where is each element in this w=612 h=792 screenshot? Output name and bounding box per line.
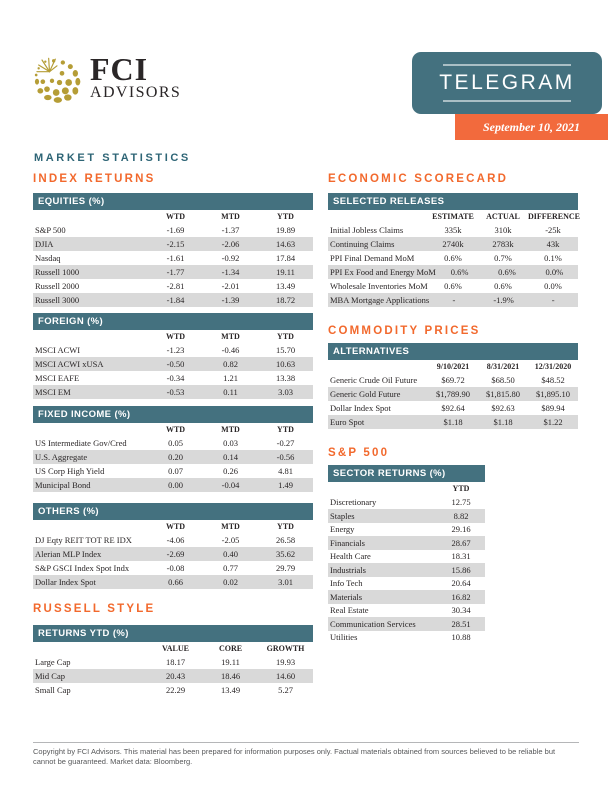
- table-row: [33, 251, 313, 265]
- cell-value: $1,789.90: [436, 389, 470, 399]
- column-header: DIFFERENCE: [528, 212, 581, 221]
- cell-value: 4.81: [278, 466, 293, 476]
- cell-value: 19.89: [275, 225, 296, 235]
- table-title: ALTERNATIVES: [333, 346, 410, 357]
- cell-value: 0.40: [223, 549, 238, 559]
- table-row: [33, 547, 313, 561]
- column-header-row: [33, 423, 313, 436]
- alternatives-table: [328, 343, 578, 429]
- column-header: MTD: [221, 522, 240, 531]
- cell-value: $1.18: [493, 417, 513, 427]
- cell-value: 0.03: [223, 438, 238, 448]
- row-label: Info Tech: [330, 578, 363, 589]
- cell-value: -25k: [545, 225, 561, 235]
- column-header: VALUE: [162, 644, 189, 653]
- table-row: [328, 387, 578, 401]
- fci-logo-icon: [32, 55, 82, 105]
- cell-value: 0.00: [168, 480, 183, 490]
- cell-value: 18.46: [220, 671, 241, 681]
- row-label: Large Cap: [35, 657, 71, 667]
- newsletter-title: TELEGRAM: [439, 71, 575, 94]
- russell-returns-table: [33, 625, 313, 697]
- column-header: 12/31/2020: [534, 362, 572, 371]
- table-row: [328, 631, 485, 645]
- cell-value: 0.66: [168, 577, 183, 587]
- table-title: OTHERS (%): [38, 506, 99, 517]
- table-row: [328, 617, 485, 631]
- table-row: [328, 496, 485, 510]
- table-row: [33, 450, 313, 464]
- fci-advisors-logo: [32, 51, 182, 105]
- cell-value: 13.49: [220, 685, 241, 695]
- table-row: [33, 478, 313, 492]
- column-header-row: [328, 482, 485, 496]
- table-row: [328, 279, 578, 293]
- row-label: PPI Final Demand MoM: [330, 253, 415, 263]
- cell-value: 29.79: [275, 563, 296, 573]
- cell-value: 0.77: [223, 563, 238, 573]
- row-label: MSCI ACWI xUSA: [35, 359, 104, 369]
- column-header: YTD: [277, 332, 294, 341]
- cell-value: -2.01: [221, 281, 240, 291]
- row-label: Initial Jobless Claims: [330, 225, 404, 235]
- table-row: [328, 590, 485, 604]
- cell-value: $1,815.80: [486, 389, 520, 399]
- table-row: [33, 357, 313, 371]
- cell-value: 3.03: [278, 387, 293, 397]
- cell-value: 14.63: [275, 239, 296, 249]
- column-header: WTD: [165, 522, 186, 531]
- cell-value: -0.92: [221, 253, 240, 263]
- badge-rule-bottom: [443, 100, 571, 102]
- cell-value: 0.20: [168, 452, 183, 462]
- cell-value: -1.61: [166, 253, 185, 263]
- column-header: WTD: [165, 332, 186, 341]
- column-header: YTD: [277, 522, 294, 531]
- table-title: FIXED INCOME (%): [38, 409, 131, 420]
- cell-value: 16.82: [451, 591, 471, 602]
- cell-value: 22.29: [165, 685, 186, 695]
- table-title: SELECTED RELEASES: [333, 196, 445, 207]
- logo-text-advisors: ADVISORS: [90, 84, 182, 101]
- column-header: ACTUAL: [486, 212, 520, 221]
- cell-value: 30.34: [451, 605, 471, 616]
- cell-value: -0.50: [166, 359, 185, 369]
- row-label: Communication Services: [330, 618, 416, 629]
- column-header-row: [328, 360, 578, 373]
- table-row: [33, 683, 313, 697]
- cell-value: 19.11: [276, 267, 295, 277]
- cell-value: -1.39: [221, 295, 240, 305]
- table-title-bar: [328, 193, 578, 210]
- table-row: [328, 223, 578, 237]
- cell-value: 18.17: [165, 657, 186, 667]
- row-label: Discretionary: [330, 497, 377, 508]
- row-label: Small Cap: [35, 685, 71, 695]
- cell-value: $69.72: [441, 375, 465, 385]
- cell-value: 0.11: [223, 387, 238, 397]
- column-header-row: [33, 642, 313, 655]
- table-row: [33, 293, 313, 307]
- cell-value: 0.14: [223, 452, 238, 462]
- table-row: [328, 523, 485, 537]
- cell-value: -2.06: [221, 239, 240, 249]
- row-label: Russell 1000: [35, 267, 80, 277]
- table-title-bar: [328, 343, 578, 360]
- cell-value: 335k: [444, 225, 462, 235]
- table-title: RETURNS YTD (%): [38, 628, 129, 639]
- row-label: DJ Eqty REIT TOT RE IDX: [35, 535, 132, 545]
- cell-value: 0.26: [223, 466, 238, 476]
- table-title-bar: [328, 465, 485, 482]
- row-label: Real Estate: [330, 605, 369, 616]
- cell-value: 20.64: [451, 578, 471, 589]
- cell-value: 0.7%: [494, 253, 512, 263]
- section-heading-sp500: S&P 500: [328, 447, 390, 459]
- cell-value: -1.34: [221, 267, 240, 277]
- row-label: Financials: [330, 537, 365, 548]
- row-label: Russell 2000: [35, 281, 80, 291]
- table-row: [33, 436, 313, 450]
- cell-value: 28.67: [451, 537, 471, 548]
- cell-value: -1.9%: [493, 295, 514, 305]
- table-title-bar: [33, 313, 313, 330]
- left-column: [33, 173, 313, 703]
- logo-wordmark: [90, 51, 182, 101]
- cell-value: -: [551, 295, 555, 305]
- row-label: DJIA: [35, 239, 54, 249]
- badge-rule-top: [443, 64, 571, 66]
- cell-value: 15.86: [451, 564, 471, 575]
- table-row: [33, 385, 313, 399]
- column-header: ESTIMATE: [432, 212, 474, 221]
- cell-value: 0.6%: [494, 281, 512, 291]
- cell-value: $1.22: [543, 417, 563, 427]
- column-header-row: [33, 520, 313, 533]
- cell-value: 20.43: [165, 671, 186, 681]
- issue-date: September 10, 2021: [483, 119, 580, 134]
- table-row: [328, 265, 578, 279]
- row-label: Generic Gold Future: [330, 389, 401, 399]
- cell-value: 19.11: [221, 657, 240, 667]
- row-label: Russell 3000: [35, 295, 80, 305]
- cell-value: 1.49: [278, 480, 293, 490]
- row-label: MSCI EM: [35, 387, 71, 397]
- right-column: [328, 173, 581, 644]
- cell-value: 2783k: [492, 239, 514, 249]
- table-row: [328, 401, 578, 415]
- cell-value: 0.6%: [444, 281, 462, 291]
- column-header: WTD: [165, 425, 186, 434]
- table-row: [33, 265, 313, 279]
- row-label: Wholesale Inventories MoM: [330, 281, 428, 291]
- column-header-row: [328, 210, 581, 223]
- cell-value: $92.63: [491, 403, 515, 413]
- cell-value: $89.94: [541, 403, 565, 413]
- table-title-bar: [33, 193, 313, 210]
- row-label: Euro Spot: [330, 417, 365, 427]
- logo-text-fci: FCI: [90, 51, 149, 87]
- row-label: Energy: [330, 524, 355, 535]
- row-label: US Corp High Yield: [35, 466, 105, 476]
- table-row: [33, 371, 313, 385]
- row-label: Dollar Index Spot: [35, 577, 96, 587]
- cell-value: -0.46: [221, 345, 240, 355]
- table-row: [328, 293, 578, 307]
- cell-value: 10.63: [275, 359, 296, 369]
- column-header: YTD: [277, 425, 294, 434]
- row-label: Continuing Claims: [330, 239, 395, 249]
- cell-value: -1.77: [166, 267, 185, 277]
- section-heading-russell-style: RUSSELL STYLE: [33, 603, 156, 615]
- column-header-row: [33, 330, 313, 343]
- row-label: Materials: [330, 591, 363, 602]
- column-header: 9/10/2021: [436, 362, 470, 371]
- column-header: CORE: [218, 644, 243, 653]
- equities-table: [33, 193, 313, 307]
- section-heading-commodity-prices: COMMODITY PRICES: [328, 325, 481, 337]
- row-label: S&P 500: [35, 225, 66, 235]
- cell-value: -0.34: [166, 373, 185, 383]
- cell-value: 29.16: [451, 524, 471, 535]
- cell-value: -: [452, 295, 456, 305]
- cell-value: 10.88: [451, 632, 471, 643]
- table-title: EQUITIES (%): [38, 196, 105, 207]
- cell-value: 14.60: [275, 671, 296, 681]
- cell-value: -1.69: [166, 225, 185, 235]
- row-label: Nasdaq: [35, 253, 61, 263]
- cell-value: $92.64: [441, 403, 465, 413]
- column-header: WTD: [165, 212, 186, 221]
- table-row: [33, 223, 313, 237]
- cell-value: 35.62: [275, 549, 296, 559]
- cell-value: 0.07: [168, 466, 183, 476]
- table-row: [328, 577, 485, 591]
- row-label: PPI Ex Food and Energy MoM: [330, 267, 436, 277]
- table-row: [328, 563, 485, 577]
- cell-value: 0.0%: [545, 267, 564, 277]
- cell-value: -0.56: [276, 452, 295, 462]
- cell-value: 0.05: [168, 438, 183, 448]
- row-label: Municipal Bond: [35, 480, 91, 490]
- table-row: [33, 279, 313, 293]
- section-heading-index-returns: INDEX RETURNS: [33, 173, 156, 185]
- cell-value: $1,895.10: [536, 389, 570, 399]
- cell-value: $1.18: [443, 417, 463, 427]
- table-row: [328, 604, 485, 618]
- table-row: [33, 343, 313, 357]
- sector-returns-table: [328, 465, 485, 644]
- table-row: [33, 533, 313, 547]
- cell-value: 13.38: [275, 373, 296, 383]
- cell-value: 26.58: [275, 535, 296, 545]
- cell-value: 28.51: [451, 618, 471, 629]
- column-header: MTD: [221, 425, 240, 434]
- foreign-table: [33, 313, 313, 399]
- cell-value: 0.0%: [544, 281, 562, 291]
- cell-value: -2.05: [221, 535, 240, 545]
- page-title: MARKET STATISTICS: [34, 152, 191, 164]
- cell-value: $48.52: [541, 375, 565, 385]
- cell-value: 18.72: [275, 295, 296, 305]
- cell-value: 0.02: [223, 577, 238, 587]
- cell-value: 2740k: [442, 239, 464, 249]
- row-label: MSCI EAFE: [35, 373, 80, 383]
- table-row: [33, 575, 313, 589]
- cell-value: 12.75: [451, 497, 471, 508]
- cell-value: -0.53: [166, 387, 185, 397]
- column-header: MTD: [221, 212, 240, 221]
- cell-value: -1.84: [166, 295, 185, 305]
- cell-value: 43k: [546, 239, 560, 249]
- cell-value: 0.6%: [498, 267, 516, 277]
- cell-value: 3.01: [278, 577, 293, 587]
- cell-value: 1.21: [223, 373, 238, 383]
- table-row: [328, 237, 578, 251]
- cell-value: -0.27: [276, 438, 295, 448]
- column-header: MTD: [221, 332, 240, 341]
- row-label: MBA Mortgage Applications: [330, 295, 430, 305]
- table-row: [328, 536, 485, 550]
- row-label: Utilities: [330, 632, 358, 643]
- row-label: Staples: [330, 510, 355, 521]
- cell-value: 19.93: [275, 657, 296, 667]
- cell-value: 13.49: [275, 281, 296, 291]
- others-table: [33, 503, 313, 589]
- cell-value: 8.82: [453, 510, 469, 521]
- row-label: S&P GSCI Index Spot Indx: [35, 563, 130, 573]
- footer-disclaimer: Copyright by FCI Advisors. This material has been prepared for information purposes only. Factual materials obtained from sources believed to be reliable but cannot be guaranteed. Market data: Bloomberg.: [33, 742, 579, 767]
- telegram-badge: [412, 52, 602, 114]
- cell-value: 310k: [494, 225, 512, 235]
- row-label: MSCI ACWI: [35, 345, 81, 355]
- row-label: Industrials: [330, 564, 366, 575]
- row-label: Mid Cap: [35, 671, 65, 681]
- cell-value: 15.70: [275, 345, 296, 355]
- table-title: FOREIGN (%): [38, 316, 104, 327]
- cell-value: -1.23: [166, 345, 185, 355]
- cell-value: $68.50: [491, 375, 515, 385]
- row-label: Alerian MLP Index: [35, 549, 102, 559]
- cell-value: 0.6%: [444, 253, 462, 263]
- table-row: [33, 464, 313, 478]
- row-label: US Intermediate Gov/Cred: [35, 438, 127, 448]
- table-row: [328, 550, 485, 564]
- column-header: YTD: [277, 212, 294, 221]
- cell-value: -2.81: [166, 281, 185, 291]
- table-row: [33, 561, 313, 575]
- table-title-bar: [33, 406, 313, 423]
- cell-value: -0.08: [166, 563, 185, 573]
- row-label: Health Care: [330, 551, 371, 562]
- table-title-bar: [33, 503, 313, 520]
- cell-value: 17.84: [275, 253, 296, 263]
- table-row: [33, 237, 313, 251]
- table-row: [328, 373, 578, 387]
- cell-value: 0.6%: [450, 267, 469, 277]
- table-title: SECTOR RETURNS (%): [333, 468, 446, 479]
- row-label: U.S. Aggregate: [35, 452, 88, 462]
- table-row: [328, 509, 485, 523]
- cell-value: -4.06: [166, 535, 185, 545]
- table-row: [328, 251, 578, 265]
- column-header: YTD: [452, 484, 470, 494]
- cell-value: -1.37: [221, 225, 240, 235]
- table-row: [33, 669, 313, 683]
- cell-value: 5.27: [278, 685, 293, 695]
- selected-releases-table: [328, 193, 581, 307]
- table-row: [33, 655, 313, 669]
- row-label: Generic Crude Oil Future: [330, 375, 418, 385]
- row-label: Dollar Index Spot: [330, 403, 391, 413]
- cell-value: -0.04: [221, 480, 240, 490]
- issue-date-banner: [455, 114, 608, 140]
- cell-value: 0.1%: [544, 253, 562, 263]
- section-heading-economic-scorecard: ECONOMIC SCORECARD: [328, 173, 509, 185]
- fixed-income-table: [33, 406, 313, 492]
- table-row: [328, 415, 578, 429]
- column-header-row: [33, 210, 313, 223]
- cell-value: 0.82: [223, 359, 238, 369]
- cell-value: -2.15: [166, 239, 185, 249]
- table-title-bar: [33, 625, 313, 642]
- cell-value: 18.31: [451, 551, 471, 562]
- column-header: GROWTH: [266, 644, 305, 653]
- cell-value: -2.69: [166, 549, 185, 559]
- column-header: 8/31/2021: [486, 362, 520, 371]
